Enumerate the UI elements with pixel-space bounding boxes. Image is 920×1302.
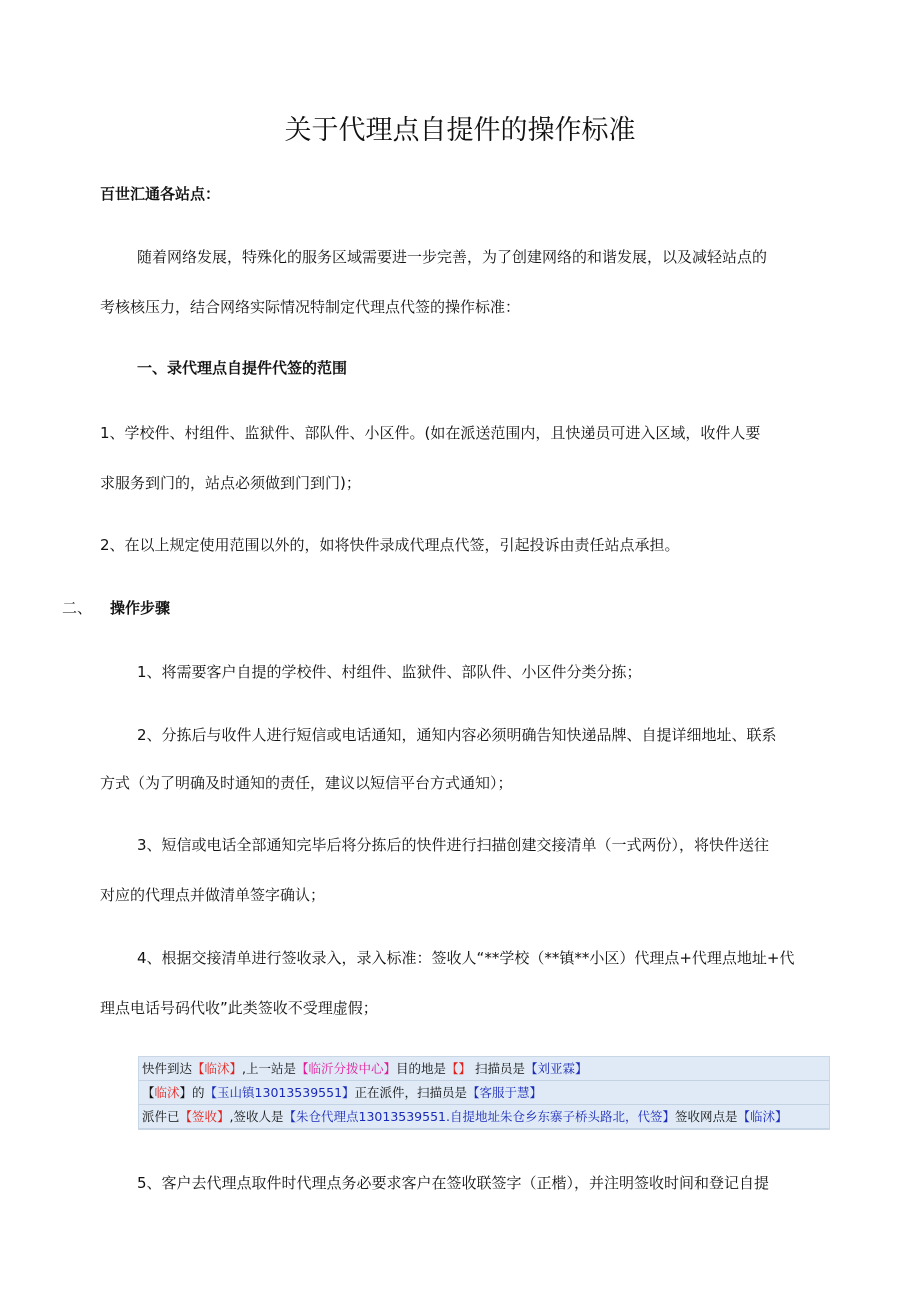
tracking-row [139, 1081, 829, 1105]
section2-number: 二、 [62, 599, 93, 617]
step3-line: 3、短信或电话全部通知完毕后将分拣后的快件进行扫描创建交接清单（一式两份），将快件送往 [137, 836, 770, 854]
tracking-text: 【朱仓代理点13013539551.自提地址朱仓乡东寨子桥头路北，代签】 [283, 1109, 675, 1124]
tracking-text: 【刘亚霖】 [525, 1061, 588, 1076]
tracking-text: ,上一站是 [242, 1061, 297, 1076]
item1-line: 求服务到门的，站点必须做到门到门)； [100, 474, 361, 492]
tracking-text: 【临沭】 [737, 1109, 788, 1124]
tracking-text: 【 [142, 1085, 155, 1100]
intro-line: 随着网络发展，特殊化的服务区域需要进一步完善，为了创建网络的和谐发展，以及减轻站点的 [137, 248, 768, 266]
section2-heading: 操作步骤 [110, 599, 171, 617]
tracking-text: 】的 [179, 1085, 205, 1100]
step4-line: 理点电话号码代收”此类签收不受理虚假； [100, 999, 378, 1017]
step2-line: 方式（为了明确及时通知的责任，建议以短信平台方式通知）； [100, 774, 513, 792]
tracking-text: 目的地是 [396, 1061, 447, 1076]
step1: 1、将需要客户自提的学校件、村组件、监狱件、部队件、小区件分类分拣； [137, 663, 642, 681]
tracking-text: 派件已 [142, 1109, 180, 1124]
step3-line: 对应的代理点并做清单签字确认； [100, 886, 326, 904]
tracking-text: 【客服于慧】 [467, 1085, 543, 1100]
intro-line: 考核核压力，结合网络实际情况特制定代理点代签的操作标准： [100, 298, 521, 316]
tracking-row [139, 1057, 829, 1081]
tracking-text: 【临沭】 [192, 1061, 243, 1076]
tracking-text: 【】 [446, 1061, 472, 1076]
tracking-text: 【玉山镇13013539551】 [204, 1085, 355, 1100]
step4-line: 4、根据交接清单进行签收录入，录入标准：签收人“**学校（**镇**小区）代理点+代理点地址+代 [137, 949, 795, 967]
step5: 5、客户去代理点取件时代理点务必要求客户在签收联签字（正楷），并注明签收时间和登记自提 [137, 1174, 770, 1192]
tracking-text: 签收网点是 [674, 1109, 738, 1124]
item1-line: 1、学校件、村组件、监狱件、部队件、小区件。(如在派送范围内，且快递员可进入区域，收件人要 [100, 424, 761, 442]
tracking-text: 正在派件，扫描员是 [354, 1085, 468, 1100]
step2-line: 2、分拣后与收件人进行短信或电话通知，通知内容必须明确告知快递品牌、自提详细地址、联系 [137, 726, 777, 744]
tracking-text: 快件到达 [142, 1061, 193, 1076]
salutation: 百世汇通各站点： [100, 185, 221, 203]
tracking-text: ,签收人是 [229, 1109, 284, 1124]
tracking-text: 【临沂分拨中心】 [296, 1061, 397, 1076]
document-title: 关于代理点自提件的操作标准 [284, 115, 636, 146]
tracking-row [139, 1105, 829, 1129]
tracking-text: 扫描员是 [471, 1061, 526, 1076]
tracking-screenshot [138, 1056, 830, 1130]
tracking-text: 临沭 [154, 1085, 180, 1100]
tracking-text: 【签收】 [179, 1109, 230, 1124]
item2: 2、在以上规定使用范围以外的，如将快件录成代理点代签，引起投诉由责任站点承担。 [100, 536, 680, 554]
section1-heading: 一、录代理点自提件代签的范围 [137, 359, 348, 377]
